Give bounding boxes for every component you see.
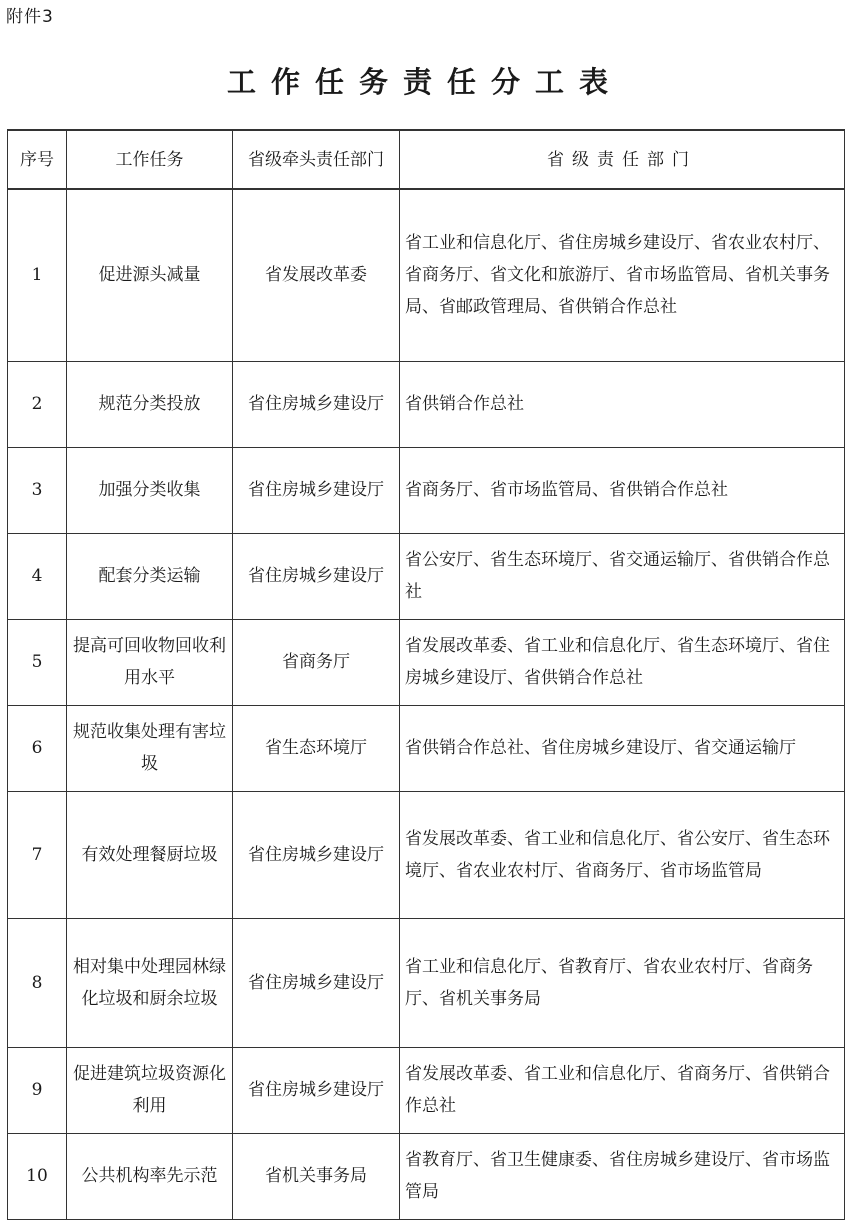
row-lead-department: 省住房城乡建设厅 [233,533,400,619]
row-responsible-departments: 省发展改革委、省工业和信息化厅、省生态环境厅、省住房城乡建设厅、省供销合作总社 [400,619,845,705]
row-lead-department: 省生态环境厅 [233,705,400,791]
table-row [8,1047,845,1133]
header-work-task: 工作任务 [67,130,233,189]
row-number: 3 [8,447,67,533]
row-task: 促进建筑垃圾资源化利用 [67,1047,233,1133]
row-responsible-departments: 省工业和信息化厅、省教育厅、省农业农村厅、省商务厅、省机关事务局 [400,918,845,1047]
row-lead-department: 省住房城乡建设厅 [233,447,400,533]
row-task: 加强分类收集 [67,447,233,533]
row-task: 配套分类运输 [67,533,233,619]
row-number: 2 [8,361,67,447]
row-task: 规范收集处理有害垃圾 [67,705,233,791]
table-row [8,189,845,361]
row-responsible-departments: 省发展改革委、省工业和信息化厅、省商务厅、省供销合作总社 [400,1047,845,1133]
page-title: 工作任务责任分工表 [226,65,623,99]
row-number: 1 [8,189,67,361]
row-task: 规范分类投放 [67,361,233,447]
row-responsible-departments: 省公安厅、省生态环境厅、省交通运输厅、省供销合作总社 [400,533,845,619]
table-row [8,791,845,918]
row-responsible-departments: 省供销合作总社 [400,361,845,447]
row-responsible-departments: 省发展改革委、省工业和信息化厅、省公安厅、省生态环境厅、省农业农村厅、省商务厅、省市场监管局 [400,791,845,918]
row-responsible-departments: 省工业和信息化厅、省住房城乡建设厅、省农业农村厅、省商务厅、省文化和旅游厅、省市场监管局、省机关事务局、省邮政管理局、省供销合作总社 [400,189,845,361]
row-responsible-departments: 省商务厅、省市场监管局、省供销合作总社 [400,447,845,533]
table-row [8,918,845,1047]
row-number: 10 [8,1133,67,1219]
table-row [8,705,845,791]
row-task: 相对集中处理园林绿化垃圾和厨余垃圾 [67,918,233,1047]
row-number: 8 [8,918,67,1047]
row-number: 5 [8,619,67,705]
table-row [8,619,845,705]
row-responsible-departments: 省供销合作总社、省住房城乡建设厅、省交通运输厅 [400,705,845,791]
row-lead-department: 省住房城乡建设厅 [233,361,400,447]
table-row [8,361,845,447]
header-serial-number: 序号 [8,130,67,189]
table-row [8,1133,845,1219]
responsibility-table [7,129,845,1220]
row-lead-department: 省机关事务局 [233,1133,400,1219]
row-number: 7 [8,791,67,918]
row-lead-department: 省发展改革委 [233,189,400,361]
header-responsible-departments: 省级责任部门 [400,130,845,189]
row-lead-department: 省住房城乡建设厅 [233,791,400,918]
attachment-label: 附件3 [6,7,54,27]
row-task: 提高可回收物回收利用水平 [67,619,233,705]
table-row [8,447,845,533]
row-responsible-departments: 省教育厅、省卫生健康委、省住房城乡建设厅、省市场监管局 [400,1133,845,1219]
row-number: 4 [8,533,67,619]
header-lead-department: 省级牵头责任部门 [233,130,400,189]
row-lead-department: 省商务厅 [233,619,400,705]
table-row [8,533,845,619]
table-header-row [8,130,845,189]
row-number: 6 [8,705,67,791]
row-task: 促进源头减量 [67,189,233,361]
row-lead-department: 省住房城乡建设厅 [233,918,400,1047]
row-task: 公共机构率先示范 [67,1133,233,1219]
row-number: 9 [8,1047,67,1133]
row-task: 有效处理餐厨垃圾 [67,791,233,918]
row-lead-department: 省住房城乡建设厅 [233,1047,400,1133]
